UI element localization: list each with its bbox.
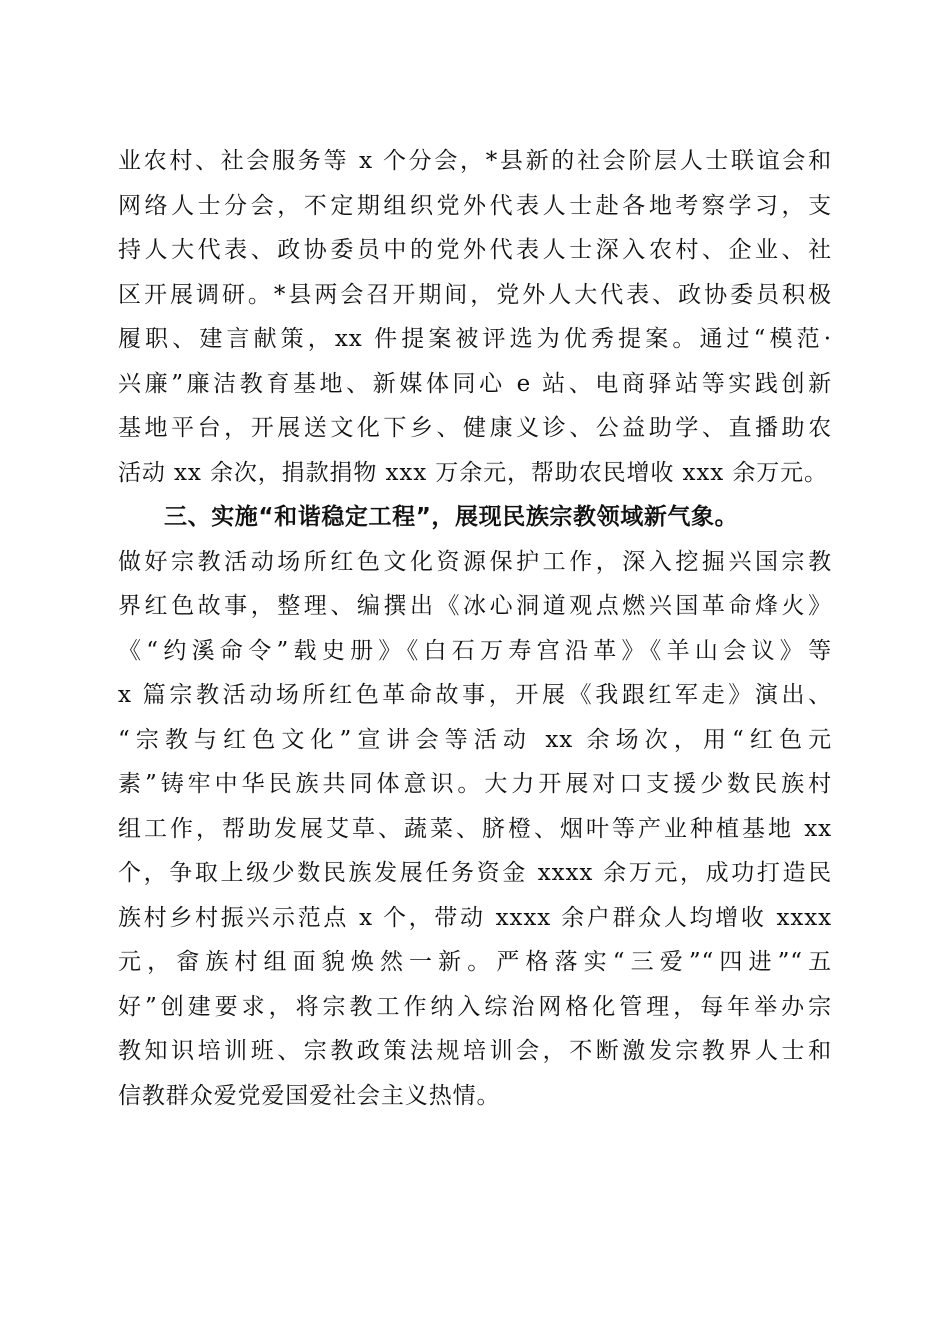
paragraph-line: 界红色故事，整理、编撰出《冰心洞道观点燃兴国革命烽火》 — [118, 593, 832, 619]
body-text — [118, 139, 832, 1118]
paragraph-line: x 篇宗教活动场所红色革命故事，开展《我跟红军走》演出、 — [118, 682, 832, 708]
paragraph-line: 元，畲族村组面貌焕然一新。严格落实“三爱”“四进”“五 — [118, 949, 832, 975]
paragraph-line: 履职、建言献策，xx 件提案被评选为优秀提案。通过“模范· — [118, 326, 832, 352]
paragraph-line: 活动 xx 余次，捐款捐物 xxx 万余元，帮助农民增收 xxx 余万元。 — [118, 459, 828, 486]
paragraph-line: 兴廉”廉洁教育基地、新媒体同心 e 站、电商驿站等实践创新 — [118, 370, 832, 397]
paragraph-line: “宗教与红色文化”宣讲会等活动 xx 余场次，用“红色元 — [118, 726, 832, 753]
paragraph-line: 个，争取上级少数民族发展任务资金 xxxx 余万元，成功打造民 — [118, 860, 832, 886]
paragraph-line: 业农村、社会服务等 x 个分会，*县新的社会阶层人士联谊会和 — [118, 148, 832, 174]
section-heading: 三、实施“和谐稳定工程”，展现民族宗教领域新气象。 — [164, 504, 739, 530]
paragraph-line: 族村乡村振兴示范点 x 个，带动 xxxx 余户群众人均增收 xxxx — [118, 904, 832, 931]
paragraph-line: 区开展调研。*县两会召开期间，党外人大代表、政协委员积极 — [118, 281, 832, 308]
paragraph-line: 好”创建要求，将宗教工作纳入综治网格化管理，每年举办宗 — [118, 993, 832, 1020]
paragraph-line: 信教群众爱党爱国爱社会主义热情。 — [118, 1082, 501, 1109]
paragraph-line: 网络人士分会，不定期组织党外代表人士赴各地考察学习，支 — [118, 192, 832, 219]
paragraph-line: 《“约溪命令”载史册》《白石万寿宫沿革》《羊山会议》等 — [118, 637, 832, 664]
paragraph-line: 组工作，帮助发展艾草、蔬菜、脐橙、烟叶等产业种植基地 xx — [118, 815, 832, 842]
paragraph-line: 基地平台，开展送文化下乡、健康义诊、公益助学、直播助农 — [118, 415, 832, 441]
paragraph-line: 素”铸牢中华民族共同体意识。大力开展对口支援少数民族村 — [118, 771, 832, 797]
paragraph-line: 教知识培训班、宗教政策法规培训会，不断激发宗教界人士和 — [118, 1038, 832, 1064]
paragraph-line: 做好宗教活动场所红色文化资源保护工作，深入挖掘兴国宗教 — [118, 548, 832, 575]
paragraph-line: 持人大代表、政协委员中的党外代表人士深入农村、企业、社 — [118, 237, 832, 263]
